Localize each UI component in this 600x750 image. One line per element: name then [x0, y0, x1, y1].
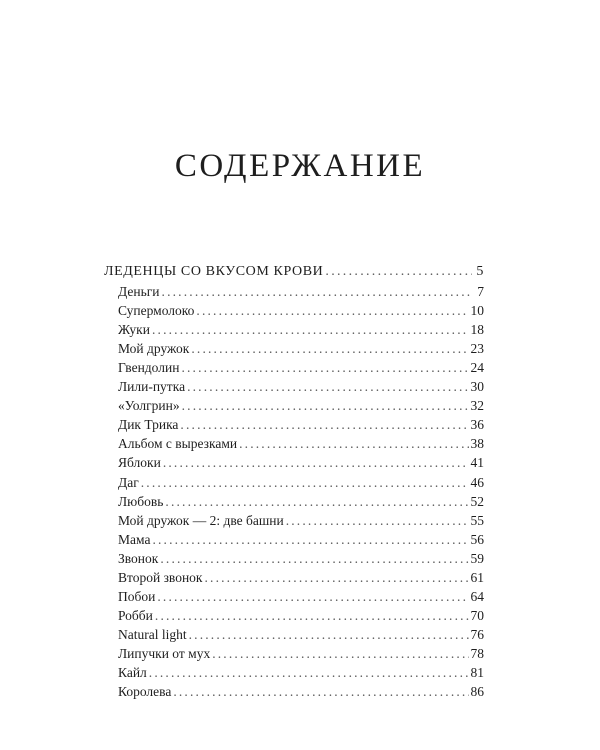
toc-page-number: 5 [476, 264, 484, 279]
toc-page-number: 41 [470, 455, 484, 471]
toc-entry-title: Робби [118, 607, 153, 623]
toc-entry-title: «Уолгрин» [118, 398, 180, 414]
toc-entry [104, 396, 484, 415]
toc-entry [104, 682, 484, 701]
toc-entry [104, 339, 484, 358]
toc-entry-title: Звонок [118, 550, 159, 566]
toc-entry [104, 434, 484, 453]
toc-entry-title: Альбом с вырезками [118, 436, 238, 452]
toc-entry [104, 358, 484, 377]
toc-entries [104, 282, 484, 701]
toc-entry [104, 511, 484, 530]
toc-page-number: 78 [470, 645, 484, 661]
toc-page-number: 7 [477, 284, 484, 300]
toc-page-number: 55 [470, 512, 484, 528]
toc-page-number: 46 [470, 474, 484, 490]
toc-page-number: 36 [470, 417, 484, 433]
toc-entry-title: Королева [118, 684, 172, 700]
toc-page-number: 32 [470, 398, 484, 414]
dot-leader [182, 396, 469, 415]
toc-page-number: 70 [470, 607, 484, 623]
table-of-contents [104, 262, 484, 701]
dot-leader [204, 568, 468, 587]
toc-page-number: 61 [470, 569, 484, 585]
dot-leader [187, 377, 468, 396]
toc-entry-title: Лили-путка [118, 379, 186, 395]
toc-entry [104, 625, 484, 644]
toc-entry-title: Natural light [118, 626, 187, 642]
toc-page-number: 86 [470, 684, 484, 700]
toc-page-number: 18 [470, 322, 484, 338]
toc-entry-title: Гвендолин [118, 360, 180, 376]
toc-entry [104, 568, 484, 587]
dot-leader [191, 339, 468, 358]
toc-entry [104, 549, 484, 568]
toc-page-number: 64 [470, 588, 484, 604]
dot-leader [152, 320, 469, 339]
toc-entry-title: Мама [118, 531, 151, 547]
toc-page-number: 30 [470, 379, 484, 395]
dot-leader [196, 301, 468, 320]
toc-entry [104, 282, 484, 301]
toc-entry-title: Кайл [118, 664, 147, 680]
toc-entry [104, 320, 484, 339]
dot-leader [141, 473, 469, 492]
dot-leader [180, 415, 468, 434]
dot-leader [149, 663, 469, 682]
toc-page-number: 24 [470, 360, 484, 376]
dot-leader [157, 587, 468, 606]
toc-entry-title: Мой дружок — 2: две башни [118, 512, 284, 528]
toc-entry [104, 644, 484, 663]
dot-leader [239, 434, 468, 453]
toc-entry-title: Побои [118, 588, 156, 604]
dot-leader [163, 453, 469, 472]
toc-entry-title: Деньги [118, 284, 160, 300]
toc-entry [104, 606, 484, 625]
page-title: СОДЕРЖАНИЕ [174, 148, 426, 184]
toc-page-number: 10 [470, 303, 484, 319]
toc-entry [104, 415, 484, 434]
toc-page-number: 76 [470, 626, 484, 642]
toc-entry-title: Даг [118, 474, 139, 490]
toc-entry-title: Жуки [118, 322, 150, 338]
toc-entry [104, 492, 484, 511]
dot-leader [189, 625, 469, 644]
dot-leader [212, 644, 468, 663]
dot-leader [173, 682, 468, 701]
toc-entry-title: Второй звонок [118, 569, 203, 585]
toc-entry [104, 301, 484, 320]
dot-leader [152, 530, 468, 549]
toc-entry [104, 587, 484, 606]
dot-leader [160, 549, 468, 568]
toc-entry [104, 530, 484, 549]
dot-leader [325, 262, 472, 281]
dot-leader [162, 282, 472, 301]
dot-leader [181, 358, 468, 377]
toc-page-number: 38 [470, 436, 484, 452]
toc-entry-title: Любовь [118, 493, 164, 509]
toc-page-number: 23 [470, 341, 484, 357]
toc-page-number: 52 [470, 493, 484, 509]
toc-page-number: 56 [470, 531, 484, 547]
toc-entry-title: Дик Трика [118, 417, 179, 433]
toc-entry [104, 453, 484, 472]
toc-entry-title: Супермолоко [118, 303, 195, 319]
toc-section-title: ЛЕДЕНЦЫ СО ВКУСОМ КРОВИ [104, 264, 324, 279]
toc-page-number: 81 [470, 664, 484, 680]
toc-entry [104, 473, 484, 492]
dot-leader [155, 606, 469, 625]
toc-entry [104, 377, 484, 396]
toc-entry-title: Яблоки [118, 455, 161, 471]
dot-leader [286, 511, 469, 530]
dot-leader [165, 492, 468, 511]
toc-page-number: 59 [470, 550, 484, 566]
toc-entry-title: Мой дружок [118, 341, 190, 357]
toc-entry [104, 663, 484, 682]
toc-section-row [104, 262, 484, 281]
toc-entry-title: Липучки от мух [118, 645, 211, 661]
